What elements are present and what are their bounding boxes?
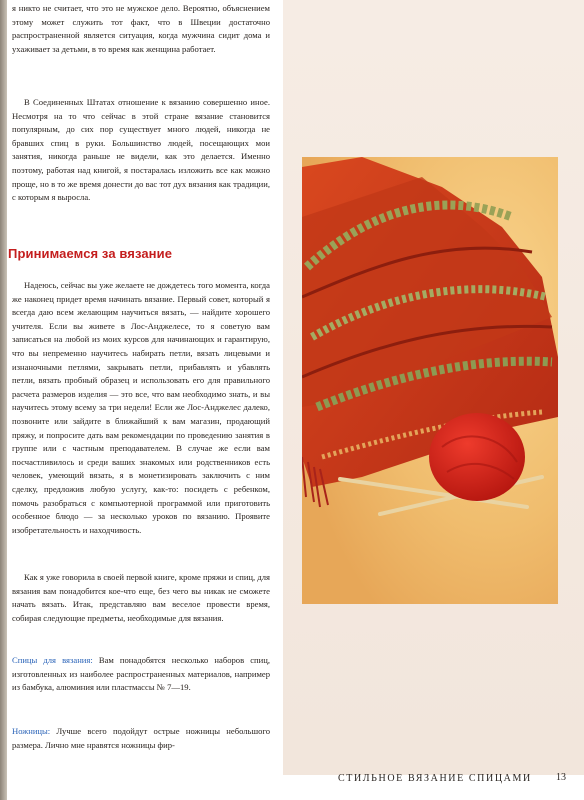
paragraph-needles	[12, 654, 270, 695]
paragraph-continued: я никто не считает, что это не мужское дело. Вероятно, объяснением этому может служить тот факт, что в Швеции достаточно распространенной является ситуация, когда мужчина сидит дома и ухаживает за детьми, в то время как женщина работает.	[12, 3, 270, 54]
running-footer-book-title: СТИЛЬНОЕ ВЯЗАНИЕ СПИЦАМИ	[338, 773, 532, 784]
term-scissors: Ножницы:	[12, 726, 51, 736]
section-heading: Принимаемся за вязание	[8, 246, 173, 261]
scarf-illustration	[302, 157, 558, 604]
scissors-description: Лучше всего подойдут острые ножницы небольшого размера. Лично мне нравятся ножницы фир-	[12, 726, 270, 750]
paragraph-first-book: Как я уже говорила в своей первой книге, кроме пряжи и спиц, для вязания вам понадобится кое-что еще, без чего вы никак не сможете начать вязать. Итак, представляю вам веселое провести время, собирая следующие предметы, необходимые для вязания.	[12, 572, 270, 623]
page-gutter-shadow	[0, 0, 7, 800]
paragraph-start-knitting: Надеюсь, сейчас вы уже желаете не дождетесь того момента, когда же наконец придет время начинать вязание. Первый совет, который я всегда даю всем желающим научиться вязать, — найдите хорошего учителя. Если вы живете в Лос-Анджелесе, то я советую вам записаться на любой из моих курсов для начинающих и гарантирую, что вы непременно научитесь набирать петли, вязать лицевыми и изнаночными петлями, закрывать петли, прибавлять и убавлять петли, вязать пробный образец и использовать его для правильного расчета размеров изделия — это все, что вам необходимо знать, и вы научитесь этому всему за три недели! Если же Лос-Анджелес далеко, позвоните или зайдите в ближайший к вам магазин, продающий пряжу, и попросите дать вам рекомендации по проведению занятия в группе или с частным преподавателем. В случае же если вам посчастливилось и среди ваших знакомых или родственников есть человек, умеющий вязать, я в монетизировать заключить с ним сделку, предложив любую услугу, как-то: посидеть с ребенком, помочь разобраться с компьютерной программой или приготовить особенное блюдо — за несколько уроков по вязанию. Проявите изобретательность и находчивость.	[12, 280, 270, 535]
page-number: 13	[556, 772, 566, 783]
needles-description: Вам понадобятся несколько наборов спиц, изготовленных из наиболее распространенных материалов, например из бамбука, алюминия или пластмассы № 7—19.	[12, 655, 271, 693]
knitted-scarf-photo	[302, 157, 558, 604]
paragraph-scissors	[12, 725, 270, 752]
paragraph-usa: В Соединенных Штатах отношение к вязанию совершенно иное. Несмотря на то что сейчас в этой стране вязание становится популярным, до сих пор существует много людей, никогда не бравших спиц в руки. Большинство людей, посещающих мои занятия, никогда раньше не видели, как это делается. Именно поэтому, работая над книгой, я постаралась изложить все как можно проще, но в то же время донести до вас тот дух вязания как традиции, с которым я выросла.	[12, 97, 270, 203]
term-needles: Спицы для вязания:	[12, 655, 93, 665]
